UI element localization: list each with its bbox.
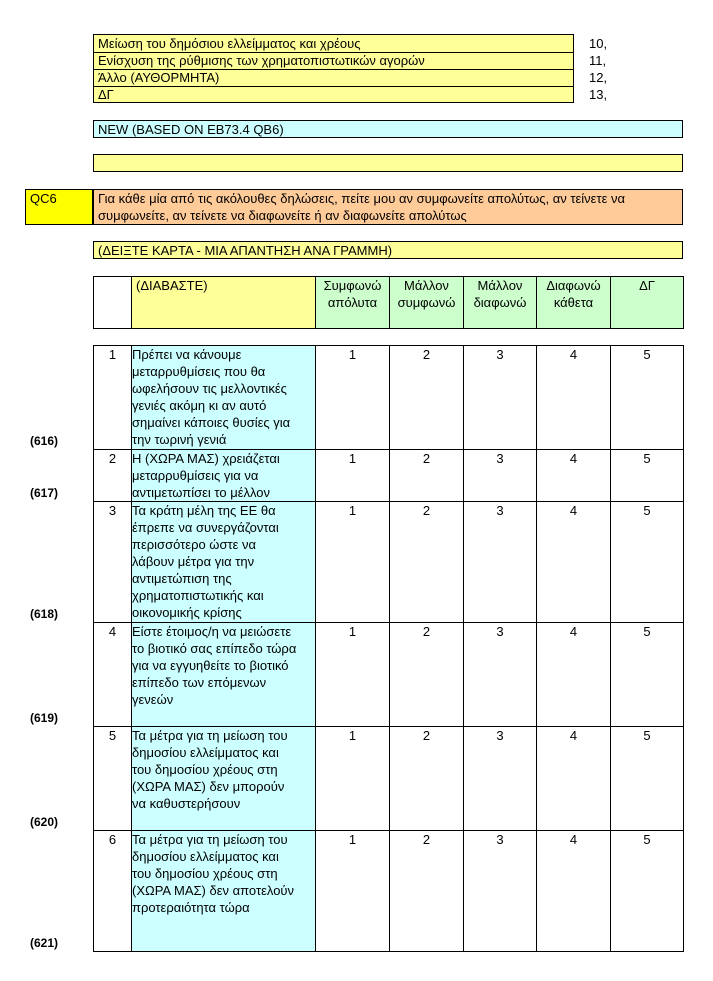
answer-code[interactable]: 1 bbox=[316, 623, 390, 727]
statement-line: γενεών bbox=[132, 692, 174, 707]
question-instruction: (ΔΕΙΞΤΕ ΚΑΡΤΑ - ΜΙΑ ΑΠΑΝΤΗΣΗ ΑΝΑ ΓΡΑΜΜΗ) bbox=[93, 241, 683, 259]
table-row bbox=[94, 727, 684, 831]
answer-code[interactable]: 5 bbox=[611, 727, 684, 831]
statement-line: οικονομικής κρίσης bbox=[132, 605, 242, 620]
answer-code[interactable]: 5 bbox=[611, 831, 684, 952]
column-header: ΔΓ bbox=[611, 277, 684, 329]
table-row bbox=[94, 831, 684, 952]
row-number: 6 bbox=[94, 831, 132, 952]
row-code: (617) bbox=[30, 486, 59, 500]
answer-code[interactable]: 3 bbox=[464, 502, 537, 623]
statement-line: Τα μέτρα για τη μείωση του bbox=[132, 832, 288, 847]
statement-line: ωφελήσουν τις μελλοντικές bbox=[132, 381, 287, 396]
answer-code[interactable]: 1 bbox=[316, 450, 390, 502]
statement-line: δημοσίου ελλείμματος και bbox=[132, 745, 279, 760]
statement-line: χρηματοπιστωτικής και bbox=[132, 588, 264, 603]
question-text-line: συμφωνείτε, αν τείνετε να διαφωνείτε ή αν διαφωνείτε απολύτως bbox=[98, 208, 467, 223]
answer-code[interactable]: 1 bbox=[316, 831, 390, 952]
answer-code[interactable]: 4 bbox=[537, 623, 611, 727]
answer-code[interactable]: 3 bbox=[464, 450, 537, 502]
column-header: Μάλλον συμφωνώ bbox=[390, 277, 464, 329]
option-label: Άλλο (ΑΥΘΟΡΜΗΤΑ) bbox=[98, 70, 220, 85]
answer-code[interactable]: 2 bbox=[390, 450, 464, 502]
answer-code[interactable]: 2 bbox=[390, 623, 464, 727]
row-code: (621) bbox=[30, 936, 59, 950]
statement-line: έπρεπε να συνεργάζονται bbox=[132, 520, 279, 535]
column-header: Μάλλον διαφωνώ bbox=[464, 277, 537, 329]
statement-line: προτεραιότητα τώρα bbox=[132, 900, 250, 915]
statement-line: δημοσίου ελλείμματος και bbox=[132, 849, 279, 864]
option-code: 13, bbox=[589, 87, 608, 102]
question-text-line: Για κάθε μία από τις ακόλουθες δηλώσεις, πείτε μου αν συμφωνείτε απολύτως, αν τείνετε να bbox=[98, 191, 626, 206]
row-number: 2 bbox=[94, 450, 132, 502]
read-label: (ΔΙΑΒΑΣΤΕ) bbox=[132, 277, 316, 329]
statement-line: Η (ΧΩΡΑ ΜΑΣ) χρειάζεται bbox=[132, 451, 280, 466]
table-row bbox=[94, 623, 684, 727]
column-header: Συμφωνώ απόλυτα bbox=[316, 277, 390, 329]
answer-code[interactable]: 5 bbox=[611, 623, 684, 727]
statement-line: περισσότερο ώστε να bbox=[132, 537, 257, 552]
statement-line: Πρέπει να κάνουμε bbox=[132, 347, 242, 362]
statement-line: (ΧΩΡΑ ΜΑΣ) δεν μπορούν bbox=[132, 779, 285, 794]
statement-text bbox=[132, 623, 316, 727]
option-code: 10, bbox=[589, 36, 608, 51]
empty-bar bbox=[93, 154, 683, 172]
answer-code[interactable]: 1 bbox=[316, 727, 390, 831]
answer-header bbox=[93, 276, 684, 329]
answer-code[interactable]: 4 bbox=[537, 831, 611, 952]
row-number: 4 bbox=[94, 623, 132, 727]
statement-line: την τωρινή γενιά bbox=[132, 432, 227, 447]
statement-line: επίπεδο των επόμενων bbox=[132, 675, 267, 690]
column-header: Διαφωνώ κάθετα bbox=[537, 277, 611, 329]
answer-code[interactable]: 5 bbox=[611, 502, 684, 623]
question-id: QC6 bbox=[25, 189, 93, 225]
header-blank-cell bbox=[94, 277, 132, 329]
statement-text bbox=[132, 502, 316, 623]
answer-code[interactable]: 3 bbox=[464, 623, 537, 727]
options-list bbox=[93, 34, 574, 103]
row-code: (620) bbox=[30, 815, 59, 829]
table-row bbox=[94, 450, 684, 502]
statement-line: Τα μέτρα για τη μείωση του bbox=[132, 728, 288, 743]
row-number: 3 bbox=[94, 502, 132, 623]
option-label: Μείωση του δημόσιου ελλείμματος και χρέους bbox=[98, 36, 361, 51]
statement-line: μεταρρυθμίσεις που θα bbox=[132, 364, 266, 379]
statements-table bbox=[93, 345, 684, 952]
answer-code[interactable]: 4 bbox=[537, 450, 611, 502]
option-code: 11, bbox=[589, 53, 607, 68]
statement-line: του δημοσίου χρέους στη bbox=[132, 762, 278, 777]
answer-code[interactable]: 2 bbox=[390, 502, 464, 623]
statement-line: του δημοσίου χρέους στη bbox=[132, 866, 278, 881]
row-code: (619) bbox=[30, 711, 59, 725]
answer-code[interactable]: 1 bbox=[316, 502, 390, 623]
table-row bbox=[94, 346, 684, 450]
answer-code[interactable]: 2 bbox=[390, 346, 464, 450]
statement-text bbox=[132, 727, 316, 831]
option-divider bbox=[94, 86, 573, 87]
statement-line: μεταρρυθμίσεις για να bbox=[132, 468, 259, 483]
answer-code[interactable]: 3 bbox=[464, 346, 537, 450]
answer-code[interactable]: 3 bbox=[464, 831, 537, 952]
statement-line: αντιμετωπίσει το μέλλον bbox=[132, 485, 271, 500]
statement-text bbox=[132, 346, 316, 450]
answer-code[interactable]: 4 bbox=[537, 502, 611, 623]
table-row bbox=[94, 502, 684, 623]
answer-code[interactable]: 2 bbox=[390, 831, 464, 952]
option-code: 12, bbox=[589, 70, 608, 85]
option-label: ΔΓ bbox=[98, 87, 114, 102]
answer-code[interactable]: 4 bbox=[537, 346, 611, 450]
statement-line: το βιοτικό σας επίπεδο τώρα bbox=[132, 641, 297, 656]
statement-line: (ΧΩΡΑ ΜΑΣ) δεν αποτελούν bbox=[132, 883, 295, 898]
statement-line: αντιμετώπιση της bbox=[132, 571, 232, 586]
answer-code[interactable]: 5 bbox=[611, 450, 684, 502]
statement-line: σημαίνει κάποιες θυσίες για bbox=[132, 415, 291, 430]
new-note: NEW (BASED ON EB73.4 QB6) bbox=[93, 120, 683, 138]
option-label: Ενίσχυση της ρύθμισης των χρηματοπιστωτικών αγορών bbox=[98, 53, 425, 68]
row-code: (616) bbox=[30, 434, 59, 448]
statement-line: για να εγγυηθείτε το βιοτικό bbox=[132, 658, 289, 673]
statement-line: Τα κράτη μέλη της ΕΕ θα bbox=[132, 503, 276, 518]
answer-code[interactable]: 5 bbox=[611, 346, 684, 450]
statement-line: λάβουν μέτρα για την bbox=[132, 554, 255, 569]
answer-code[interactable]: 3 bbox=[464, 727, 537, 831]
statement-text bbox=[132, 831, 316, 952]
answer-code[interactable]: 4 bbox=[537, 727, 611, 831]
statement-text bbox=[132, 450, 316, 502]
statement-line: να καθυστερήσουν bbox=[132, 796, 241, 811]
answer-code[interactable]: 2 bbox=[390, 727, 464, 831]
statement-line: γενιές ακόμη κι αν αυτό bbox=[132, 398, 267, 413]
answer-code[interactable]: 1 bbox=[316, 346, 390, 450]
statement-line: Είστε έτοιμος/η να μειώσετε bbox=[132, 624, 292, 639]
question-text bbox=[93, 189, 683, 225]
row-number: 1 bbox=[94, 346, 132, 450]
row-number: 5 bbox=[94, 727, 132, 831]
row-code: (618) bbox=[30, 607, 59, 621]
